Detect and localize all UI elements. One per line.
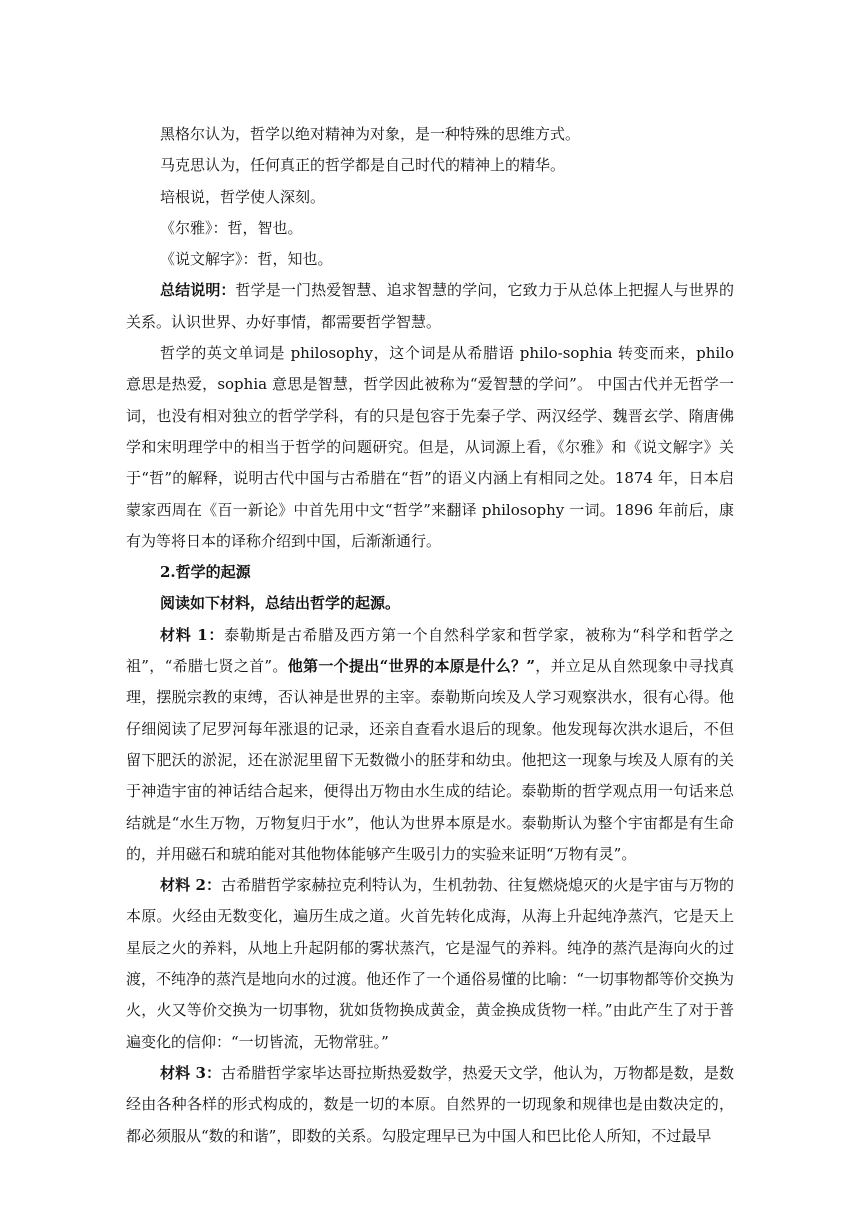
section-heading: 2.哲学的起源 bbox=[160, 563, 251, 582]
material-text: 古希腊哲学家毕达哥拉斯热爱数学，热爱天文学，他认为，万物都是数，是数经由各种各样的形式构成的，数是一切的本原。自然界的一切现象和规律也是由数决定的，都必须服从“数的和谐”，即数的关系。勾股定理早已为中国人和巴比伦人所知，不过最早 bbox=[126, 1063, 734, 1145]
quote-marx: 马克思认为，任何真正的哲学都是自己时代的精神上的精华。 bbox=[160, 156, 566, 175]
quote-hegel: 黑格尔认为，哲学以绝对精神为对象，是一种特殊的思维方式。 bbox=[160, 125, 581, 143]
material-text-after: ，并立足从自然现象中寻找真理，摆脱宗教的束缚，否认神是世界的主宰。泰勒斯向埃及人学习观察洪水，很有心得。他仔细阅读了尼罗河每年涨退的记录，还亲自查看水退后的现象。他发现每次洪水退后，不但留下肥沃的淤泥，还在淤泥里留下无数微小的胚芽和幼虫。他把这一现象与埃及人原有的关于神造宇宙的神话结合起来，便得出万物由水生成的结论。泰勒斯的哲学观点用一句话来总结就是“水生万物，万物复归于水”，他认为世界本原是水。泰勒斯认为整个宇宙都是有生命的，并用磁石和琥珀能对其他物体能够产生吸引力的实验来证明“万物有灵”。 bbox=[126, 657, 734, 863]
quote-bacon: 培根说，哲学使人深刻。 bbox=[160, 187, 326, 206]
material-text: 古希腊哲学家赫拉克利特认为，生机勃勃、往复燃烧熄灭的火是宇宙与万物的本原。火经由无数变化，遍历生成之道。火首先转化成海，从海上升起纯净蒸汽，它是天上星辰之火的养料，从地上升起阴郁的雾状蒸汽，它是湿气的养料。纯净的蒸汽是海向火的过渡，不纯净的蒸汽是地向水的过渡。他还作了一个通俗易懂的比喻：“一切事物都等价交换为火，火又等价交换为一切事物，犹如货物换成黄金，黄金换成货物一样。”由此产生了对于普遍变化的信仰：“一切皆流，无物常驻。” bbox=[126, 876, 734, 1051]
material-label: 材料 2： bbox=[160, 876, 222, 895]
material-label: 材料 1： bbox=[160, 625, 225, 644]
material-3 bbox=[126, 1058, 734, 1152]
material-bold-text: 他第一个提出“世界的本原是什么？” bbox=[287, 657, 535, 676]
etymology-paragraph: 哲学的英文单词是 philosophy，这个词是从希腊语 philo-sophia 转变而来，philo 意思是热爱，sophia 意思是智慧，哲学因此被称为“爱智慧的学问”。 中国古代并无哲学一词，也没有相对独立的哲学学科，有的只是包容于先秦子学、两汉经学、魏晋玄学、隋唐佛学和宋明理学中的相当于哲学的问题研究。但是，从词源上看，《尔雅》和《说文解字》关于“哲”的解释，说明古代中国与古希腊在“哲”的语义内涵上有相同之处。1874 年，日本启蒙家西周在《百一新论》中首先用中文“哲学”来翻译 philosophy 一词。1896 年前后，康有为等将日本的译称介绍到中国，后渐渐通行。 bbox=[126, 344, 734, 550]
quote-shuowen: 《说文解字》：哲，知也。 bbox=[160, 250, 333, 269]
summary-paragraph bbox=[126, 275, 734, 338]
material-1 bbox=[126, 620, 734, 870]
material-text: 泰勒斯是古希腊及西方第一个自然科学家和哲学家，被称为“科学和哲学之祖”，“希腊七贤之首”。 bbox=[126, 625, 735, 676]
summary-label: 总结说明： bbox=[160, 281, 236, 300]
document-page bbox=[126, 119, 734, 1152]
material-label: 材料 3： bbox=[160, 1063, 222, 1082]
summary-text: 哲学是一门热爱智慧、追求智慧的学问，它致力于从总体上把握人与世界的关系。认识世界、办好事情，都需要哲学智慧。 bbox=[126, 281, 734, 331]
section-instruction: 阅读如下材料，总结出哲学的起源。 bbox=[160, 594, 401, 613]
material-2 bbox=[126, 870, 734, 1058]
quote-erya: 《尔雅》：哲，智也。 bbox=[160, 218, 303, 237]
